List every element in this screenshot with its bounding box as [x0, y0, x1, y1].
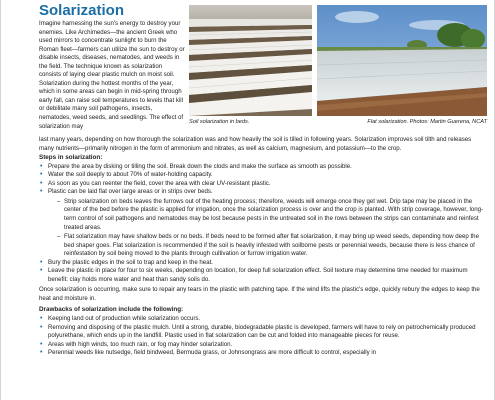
photo-flat-solarization: [317, 5, 487, 116]
bullet-icon: •: [40, 315, 43, 323]
photo-row: [189, 5, 487, 137]
bullet-icon: •: [40, 349, 43, 357]
bullet-icon: •: [40, 267, 43, 275]
list-item: • Removing and disposing of the plastic mulch. Until a strong, durable, biodegradable plastic is developed, farmers will have to rely on petrochemically produced polyurethane, which ends up in the landfill. Plastic used in flat solarization can be cut and folded into manageable pieces for reuse.: [40, 323, 476, 340]
list-item: • Prepare the area by disking or tilling the soil. Break down the clods and make the surface as smooth as possible.: [40, 162, 352, 170]
intro-paragraph: Imagine harnessing the sun's energy to destroy your enemies. Like Archimedes—the ancient Greek who used mirrors to concentrate sunlight to burn the Roman fleet—farmers can utilize the sun to destroy or disable insects, diseases, nematodes, and weeds in the field. The technique known as solarization consists of laying clear plastic mulch on moist soil. Solarization during the hottest months of the year, which in some areas can begin in mid-spring through early fall, can raise soil temperatures to levels that kill or debilitate many soil pathogens, insects, nematodes, weed seeds, and seedlings. The effect of solarization may: [39, 20, 185, 130]
steps-heading: Steps in solarization:: [39, 154, 103, 162]
intro-continuation: last many years, depending on how thorough the solarization was and how heavily the soil is tilled in following years. Solarization improves soil tilth and releases many nutrients—primarily nitrogen in the form of ammonium and nitrates, as well as calcium, magnesium, and potassium—to the crop.: [39, 136, 472, 152]
list-item: • Areas with high winds, too much rain, or fog may hinder solarization.: [40, 340, 233, 348]
bullet-icon: •: [40, 171, 43, 179]
list-item: • Keeping land out of production while solarization occurs.: [40, 315, 201, 323]
list-item: • As soon as you can reenter the field, cover the area with clear UV-resistant plastic.: [40, 179, 271, 187]
bullet-icon: •: [40, 258, 43, 266]
bullet-icon: •: [40, 179, 43, 187]
list-item: • Plastic can be laid flat over large areas or in strips over beds. – Strip solarization on beds leaves the furrows out of the heating process; therefore, weeds will emerge once they get wet. Drip tape may be placed in the center of the bed before the plastic is applied for irrigation, once the solarization process is over and the crop is planted. With strip coverage, however, long-term control of soil pathogens and nematodes may be lost because pests in the untreated soil in the rows between the strips can contaminate and reinfest treated areas. – Flat solarization may have shallow beds or no beds. If beds need to be formed after flat solarization, it may bring up weed seeds, depending how deep the bed shaper goes. Flat solarization is recommended if the soil is heavily infested with soilborne pests or perennial weeds, because there is less chance of reinfestation by soil being moved to the plants through cultivation or furrow irrigation water.: [40, 188, 484, 258]
photo1-caption: Soil solarization in beds.: [189, 119, 250, 125]
drawbacks-heading: Drawbacks of solarization include the following:: [39, 306, 184, 314]
steps-list: [39, 163, 485, 285]
bullet-icon: •: [40, 162, 43, 170]
bullet-icon: •: [40, 188, 43, 196]
bullet-icon: •: [40, 323, 43, 331]
after-steps-paragraph: Once solarization is occurring, make sure to repair any tears in the plastic with patching tape. If the wind lifts the plastic's edge, quickly rebury the edges to keep the heat and moisture in.: [39, 286, 480, 302]
main-body: [39, 136, 485, 358]
list-item: • Bury the plastic edges in the soil to trap and keep in the heat.: [40, 258, 213, 266]
list-item: • Water the soil deeply to about 70% of water-holding capacity.: [40, 171, 213, 179]
list-item: • Leave the plastic in place for four to six weeks, depending on location, for deep full solarization effect. Soil texture may determine time needed for maximum benefit: clay holds more water and heat than sandy soils do.: [40, 267, 468, 283]
sub-list-item: – Strip solarization on beds leaves the furrows out of the heating process; therefore, weeds will emerge once they get wet. Drip tape may be placed in the center of the bed before the plastic is applied for irrigation, once the solarization process is over and the crop is planted. With strip coverage, however, long-term control of soil pathogens and nematodes may be lost because pests in the untreated soil in the rows between the strips can contaminate and reinfest treated areas.: [57, 197, 484, 231]
sub-list-item: – Flat solarization may have shallow beds or no beds. If beds need to be formed after flat solarization, it may bring up weed seeds, depending how deep the bed shaper goes. Flat solarization is recommended if the soil is heavily infested with soilborne pests or perennial weeds, because there is less chance of reinfestation by soil being moved to the plants through cultivation or furrow irrigation water.: [57, 233, 479, 258]
drawbacks-list: [39, 315, 485, 358]
photo-soil-solarization-beds: [189, 5, 312, 116]
list-item: • Perennial weeds like nutsedge, field bindweed, Bermuda grass, or Johnsongrass are more difficult to control, especially in: [40, 349, 377, 357]
photo2-caption: Flat solarization. Photos: Martin Guerena, NCAT: [367, 119, 487, 125]
bullet-icon: •: [40, 340, 43, 348]
page-title: Solarization: [39, 2, 125, 19]
intro-column: [39, 2, 185, 131]
